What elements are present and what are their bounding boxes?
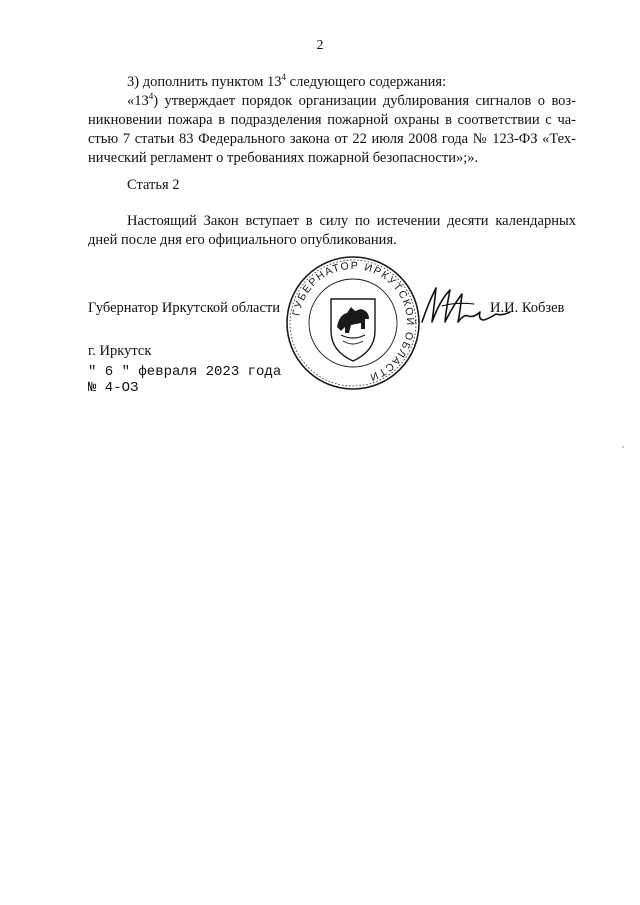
article-heading: Статья 2 xyxy=(127,177,180,193)
coat-of-arms-icon xyxy=(331,299,375,361)
official-seal xyxy=(285,255,421,391)
quoted-clause xyxy=(88,92,576,168)
amendment-superscript: 4 xyxy=(281,72,287,83)
governor-title: Губернатор Иркутской области xyxy=(88,300,281,316)
signing-date: " 6 " февраля 2023 года xyxy=(88,364,282,380)
quote-superscript: 4 xyxy=(148,91,154,102)
amendment-text-after: следующего содержания: xyxy=(286,74,447,90)
quote-line-3: стью 7 статьи 83 Федерального закона от 22 июля 2008 года № 123-ФЗ «Тех- xyxy=(88,131,576,147)
page-number: 2 xyxy=(316,38,324,53)
scan-artifact xyxy=(622,446,624,448)
seal-text: ГУБЕРНАТОР ИРКУТСКОЙ ОБЛАСТИ xyxy=(290,259,417,384)
effect-line-1: Настоящий Закон вступает в силу по истечении десяти календарных xyxy=(127,213,576,229)
effect-line-2: дней после дня его официального опубликования. xyxy=(88,232,397,248)
city: г. Иркутск xyxy=(88,343,152,359)
effect-paragraph xyxy=(88,212,576,250)
amendment-item xyxy=(127,73,446,92)
law-number: № 4-ОЗ xyxy=(88,380,139,396)
quote-line-2: никновении пожара в подразделения пожарной охраны в соответствии с ча- xyxy=(88,112,576,128)
governor-name: И.И. Кобзев xyxy=(490,300,565,316)
quote-open: «13 xyxy=(127,93,149,109)
amendment-text-before: 3) дополнить пунктом 13 xyxy=(127,74,282,90)
quote-line-1 xyxy=(88,92,576,111)
quote-line-1-rest: ) утверждает порядок организации дублирования сигналов о воз- xyxy=(153,93,576,109)
quote-line-4: нический регламент о требованиях пожарной безопасности»;». xyxy=(88,150,479,166)
